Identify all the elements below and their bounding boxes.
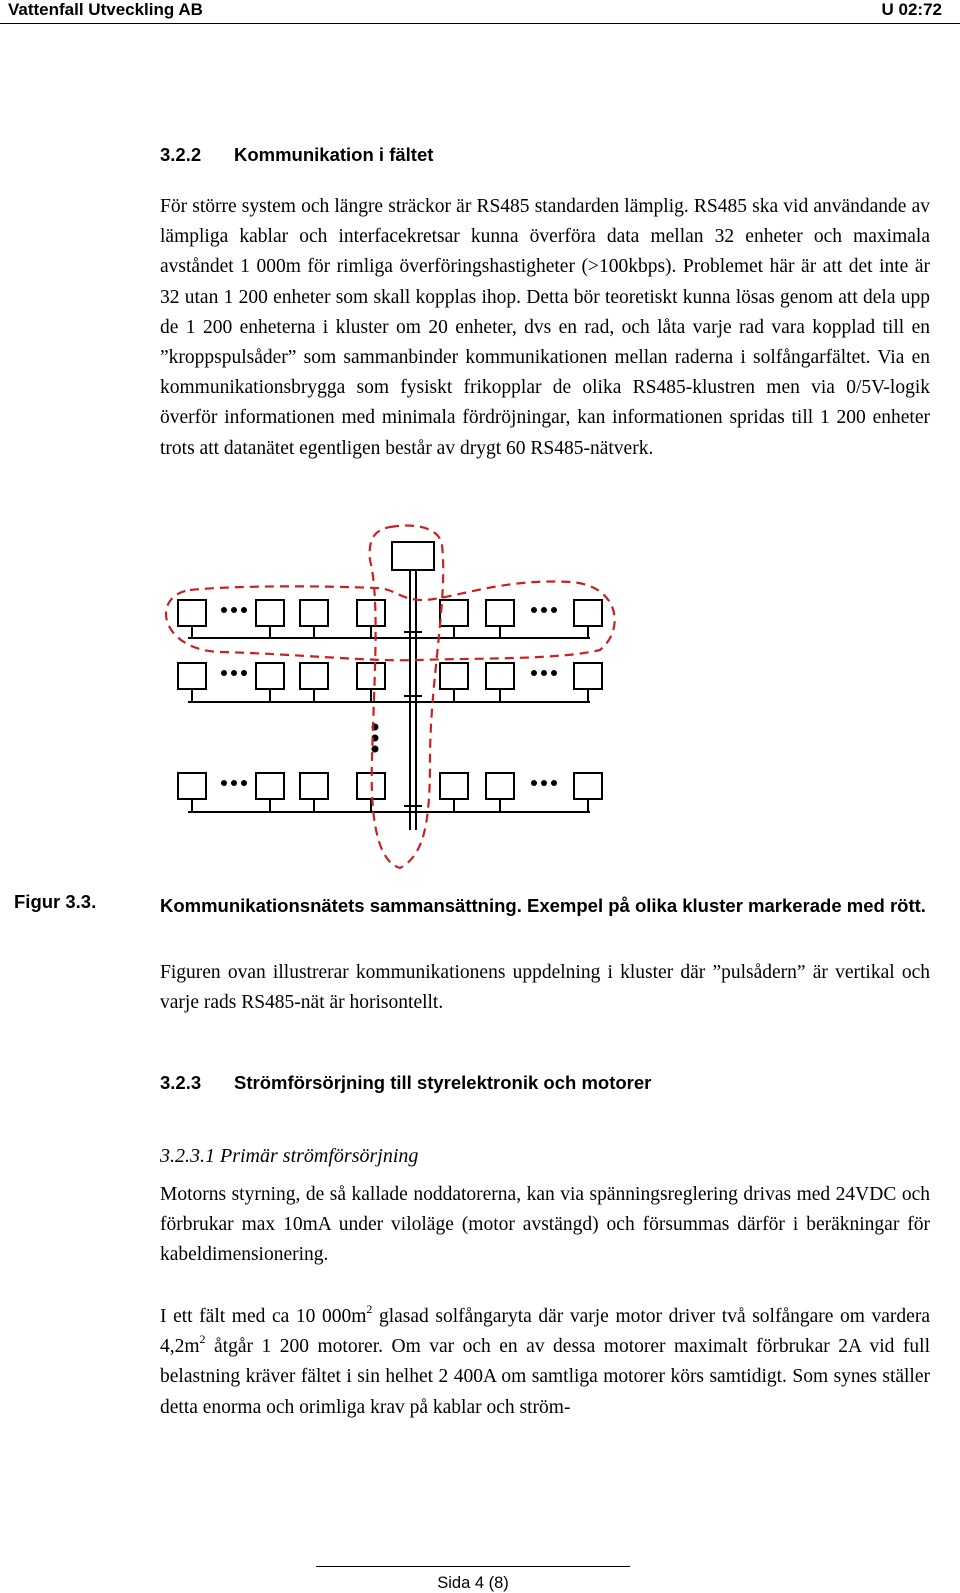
node-box [440, 600, 468, 626]
node-box [178, 663, 206, 689]
node-box [256, 600, 284, 626]
node-box [486, 600, 514, 626]
ellipsis-dot [531, 607, 537, 613]
ellipsis-dot [221, 607, 227, 613]
ellipsis-dot [231, 607, 237, 613]
ellipsis-dot [531, 780, 537, 786]
network-diagram [0, 515, 960, 875]
ellipsis-dot [231, 670, 237, 676]
ellipsis-dot [221, 780, 227, 786]
ellipsis-dot [541, 670, 547, 676]
section-number: 3.2.3 [160, 1072, 202, 1093]
header-rule [0, 23, 960, 24]
row-cluster-outline [166, 582, 615, 661]
hub-box [392, 542, 434, 570]
page-number: Sida 4 (8) [437, 1574, 509, 1592]
para2-part-b: glasad solfångaryta där varje motor driver två solfångare om vardera 4,2m [160, 1306, 930, 1358]
node-box [440, 663, 468, 689]
header-company: Vattenfall Utveckling AB [8, 0, 203, 19]
node-box [178, 600, 206, 626]
node-box [256, 773, 284, 799]
ellipsis-dot [221, 670, 227, 676]
section-number: 3.2.2 [160, 144, 202, 165]
ellipsis-dot [541, 780, 547, 786]
header-report-number: U 02:72 [881, 0, 942, 19]
para2-part-a: I ett fält med ca 10 000m [160, 1306, 367, 1327]
ellipsis-dot [241, 780, 247, 786]
node-box [357, 663, 385, 689]
node-box [256, 663, 284, 689]
subsection-heading-3231: 3.2.3.1 Primär strömförsörjning [160, 1145, 419, 1167]
node-box [486, 663, 514, 689]
node-box [486, 773, 514, 799]
section-heading-322 [160, 144, 433, 166]
superscript: 2 [366, 1301, 373, 1316]
node-box [574, 773, 602, 799]
ellipsis-dot [531, 670, 537, 676]
section-3231-para1: Motorns styrning, de så kallade noddatorerna, kan via spänningsreglering drivas med 24VDC och förbrukar max 10mA under viloläge (motor avstängd) och försummas därför i beräkningar för kabeldimensionering. [160, 1184, 930, 1266]
section-title: Strömförsörjning till styrelektronik och motorer [234, 1072, 652, 1093]
ellipsis-dot [241, 670, 247, 676]
figure-label: Figur 3.3. [14, 891, 97, 912]
para2-part-c: åtgår 1 200 motorer. Om var och en av dessa motorer maximalt förbrukar 2A vid full belastning kräver fältet i sin helhet 2 400A om samtliga motorer körs samtidigt. Som synes ställer detta enorma och orimliga krav på kablar och ström- [160, 1336, 930, 1418]
ellipsis-dot [551, 670, 557, 676]
node-box [574, 663, 602, 689]
ellipsis-dot [551, 780, 557, 786]
node-box [574, 600, 602, 626]
ellipsis-dot [551, 607, 557, 613]
section-title: Kommunikation i fältet [234, 144, 434, 165]
section-322-body: För större system och längre sträckor är RS485 standarden lämplig. RS485 ska vid användande av lämpliga kablar och interfacekretsar kunna överföra data mellan 32 enheter och maximala avståndet 1 000m för rimliga överföringshastigheter (>100kbps). Problemet här är att det inte är 32 utan 1 200 enheter som skall kopplas ihop. Detta bör teoretiskt kunna lösas genom att dela upp de 1 200 enheterna i kluster om 20 enheter, dvs en rad, och låta varje rad vara kopplad till en ”kroppspulsåder” som sammanbinder kommunikationen mellan raderna i solfångarfältet. Via en kommunikationsbrygga som fysiskt frikopplar de olika RS485-klustren men via 0/5V-logik överför informationen med minimala fördröjningar, kan informationen spridas till 1 200 enheter trots att datanätet egentligen består av drygt 60 RS485-nätverk. [160, 196, 930, 459]
node-box [440, 773, 468, 799]
node-box [300, 600, 328, 626]
figure-description: Figuren ovan illustrerar kommunikationens uppdelning i kluster där ”pulsådern” är vertikal och varje rads RS485-nät är horisontellt. [160, 962, 930, 1014]
section-heading-323 [160, 1072, 651, 1094]
node-box [300, 663, 328, 689]
footer-rule [316, 1566, 630, 1567]
section-3231-para2 [160, 1302, 930, 1423]
node-box [300, 773, 328, 799]
ellipsis-dot [541, 607, 547, 613]
node-box [357, 600, 385, 626]
vertical-ellipsis-dot [372, 746, 379, 753]
node-box [178, 773, 206, 799]
figure-caption: Kommunikationsnätets sammansättning. Exempel på olika kluster markerade med rött. [160, 895, 926, 916]
superscript: 2 [199, 1331, 206, 1346]
ellipsis-dot [241, 607, 247, 613]
ellipsis-dot [231, 780, 237, 786]
